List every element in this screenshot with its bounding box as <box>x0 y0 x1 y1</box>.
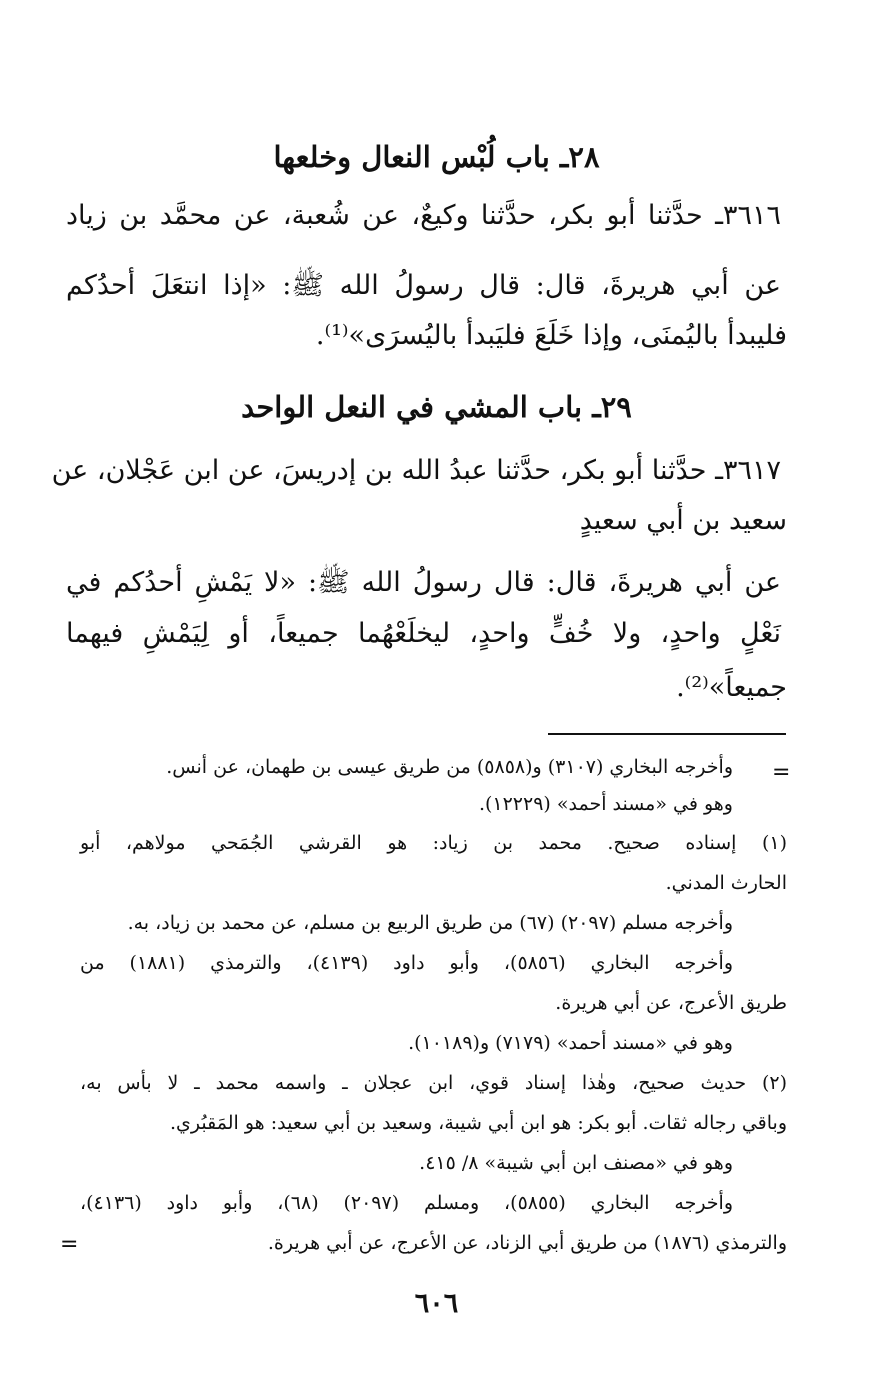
chapter-heading-29: ٢٩ـ باب المشي في النعل الواحد <box>241 390 632 424</box>
footnote-line: وهو في «مسند أحمد» (٧١٧٩) و(١٠١٨٩). <box>408 1032 733 1054</box>
footnote-separator <box>548 733 786 735</box>
footnote-1-line-1: (١) إسناده صحيح. محمد بن زياد: هو القرشي الجُمَحي مولاهم، أبو <box>80 832 787 854</box>
footnote-line: وهو في «مصنف ابن أبي شيبة» ٨/ ٤١٥. <box>419 1152 733 1174</box>
footnote-line: والترمذي (١٨٧٦) من طريق أبي الزناد، عن الأعرج، عن أبي هريرة. <box>267 1232 787 1254</box>
hadith-3617-line-2: سعيد بن أبي سعيدٍ <box>579 505 787 536</box>
footnote-line: طريق الأعرج، عن أبي هريرة. <box>555 992 787 1014</box>
hadith-3617-line-4: نَعْلٍ واحدٍ، ولا خُفٍّ واحدٍ، ليخلَعْهُما جميعاً، أو لِيَمْشِ فيهما <box>66 618 781 649</box>
footnote-1-line-2: الحارث المدني. <box>665 872 787 894</box>
hadith-3616-line-1: ٣٦١٦ـ حدَّثنا أبو بكر، حدَّثنا وكيعٌ، عن شُعبة، عن محمَّد بن زياد <box>66 200 781 231</box>
footnote-2-line-2: وباقي رجاله ثقات. أبو بكر: هو ابن أبي شيبة، وسعيد بن أبي سعيد: هو المَقبُري. <box>170 1112 787 1134</box>
chapter-heading-28: ٢٨ـ باب لُبْس النعال وخلعها <box>273 140 600 174</box>
footnote-2-line-1: (٢) حديث صحيح، وهٰذا إسناد قوي، ابن عجلان ـ واسمه محمد ـ لا بأس به، <box>80 1072 787 1094</box>
footnote-line: وأخرجه مسلم (٢٠٩٧) (٦٧) من طريق الربيع بن مسلم، عن محمد بن زياد، به. <box>127 912 733 934</box>
footnote-line: وهو في «مسند أحمد» (١٢٢٢٩). <box>478 793 733 815</box>
footnote-line: وأخرجه البخاري (٥٨٥٦)، وأبو داود (٤١٣٩)، والترمذي (١٨٨١) من <box>80 952 733 974</box>
trailing-mark: = <box>60 1232 79 1257</box>
hadith-3616-line-3: فليبدأ باليُمنَى، وإذا خَلَعَ فليَبدأ باليُسرَى»⁽¹⁾. <box>315 320 787 351</box>
page-number: ٦٠٦ <box>414 1288 459 1319</box>
hadith-3617-line-3: عن أبي هريرةَ، قال: قال رسولُ الله ﷺ: «لا يَمْشِ أحدُكم في <box>66 567 781 598</box>
footnote-line: وأخرجه البخاري (٣١٠٧) و(٥٨٥٨) من طريق عيسى بن طهمان، عن أنس. <box>166 756 733 778</box>
hadith-3616-line-2: عن أبي هريرةَ، قال: قال رسولُ الله ﷺ: «إذا انتعَلَ أحدُكم <box>66 270 781 301</box>
continuation-mark: = <box>772 760 791 785</box>
hadith-3617-line-1: ٣٦١٧ـ حدَّثنا أبو بكر، حدَّثنا عبدُ الله بن إدريسَ، عن ابن عَجْلان، عن <box>51 455 781 486</box>
hadith-3617-line-5: جميعاً»⁽²⁾. <box>676 672 787 703</box>
footnote-line: وأخرجه البخاري (٥٨٥٥)، ومسلم (٢٠٩٧) (٦٨)، وأبو داود (٤١٣٦)، <box>80 1192 734 1214</box>
